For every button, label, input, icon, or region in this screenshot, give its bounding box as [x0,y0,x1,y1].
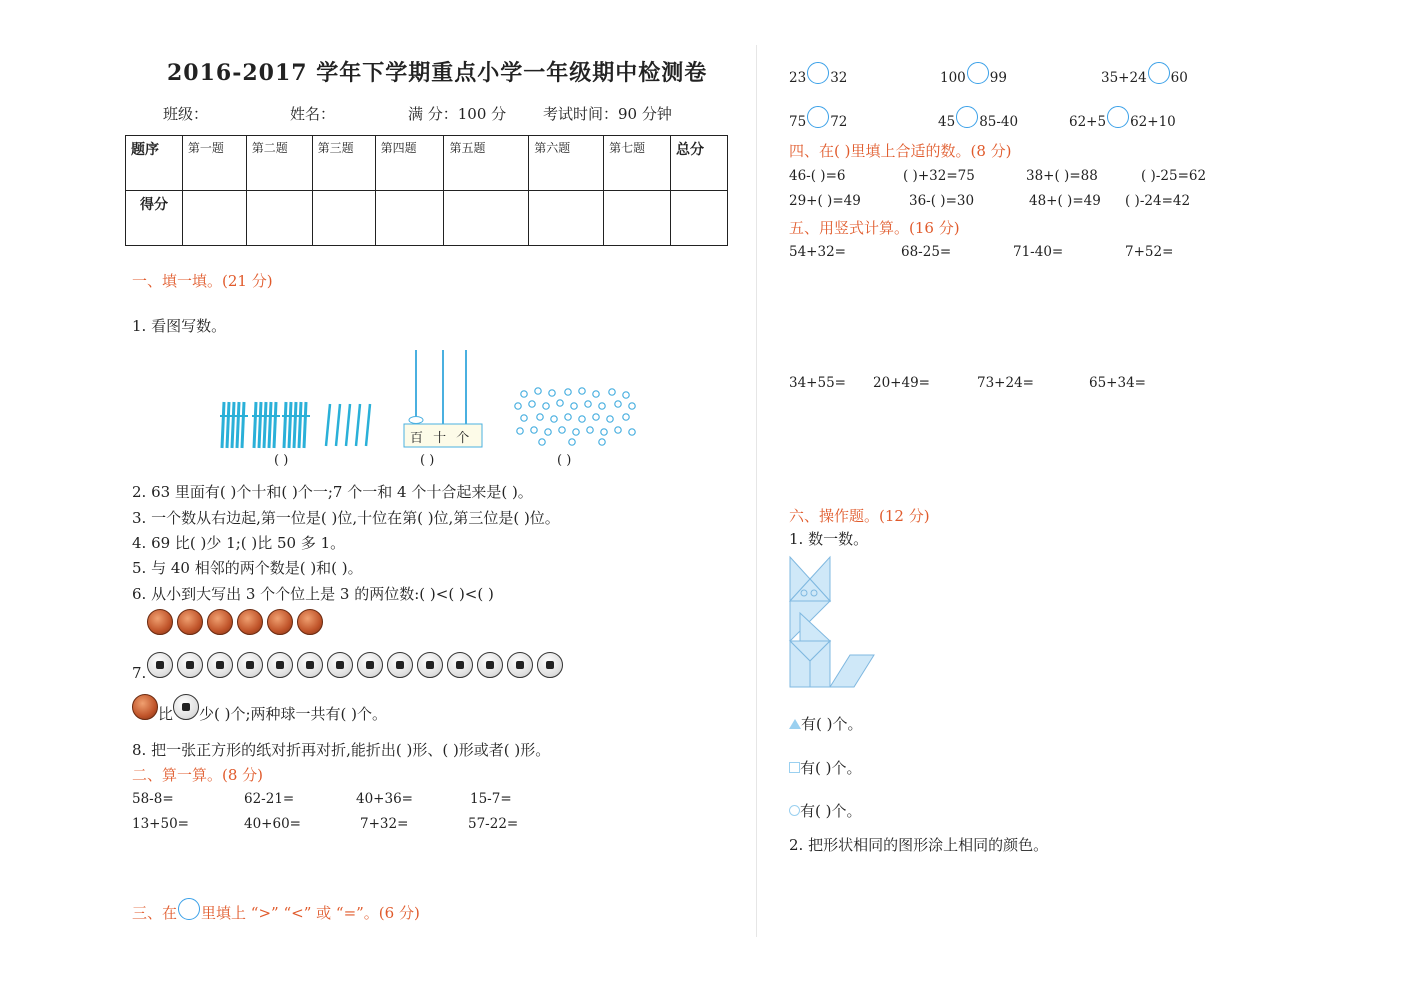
soccer-ball-icon [147,652,173,678]
fill-item: ( )+32=75 [903,168,975,184]
basketball-icon [297,609,323,635]
square-icon [789,762,800,773]
score-header-cell: 第四题 [375,136,444,191]
basketball-row [147,609,327,635]
soccer-ball-icon [173,694,199,720]
soccer-ball-icon [297,652,323,678]
question-1-4: 4. 69 比( )少 1;( )比 50 多 1。 [132,534,346,552]
calc-item: 62-21= [244,791,295,807]
score-header-cell: 第六题 [529,136,604,191]
score-header-cell: 第三题 [312,136,375,191]
compare-circle-icon[interactable] [956,106,978,128]
compare-left: 62+5 [1069,114,1107,130]
compare-circle-icon[interactable] [967,62,989,84]
section-3-heading [132,898,420,923]
tangram-cat-image [788,555,878,691]
score-header-cell: 第二题 [246,136,312,191]
question-1-7 [132,694,387,724]
question-1-5: 5. 与 40 相邻的两个数是( )和( )。 [132,559,363,577]
section-4-heading: 四、在( )里填上合适的数。(8 分) [789,142,1012,160]
compare-circle-icon[interactable] [807,106,829,128]
question-1-8: 8. 把一张正方形的纸对折再对折,能折出( )形、( )形或者( )形。 [132,741,551,759]
compare-circle-icon[interactable] [1148,62,1170,84]
exam-time-label: 考试时间：90 分钟 [543,105,672,123]
score-cell[interactable] [604,191,671,246]
question-1-1: 1. 看图写数。 [132,317,227,335]
calc-item: 58-8= [132,791,174,807]
compare-right: 60 [1170,70,1188,86]
question-1-7-number: 7. [132,664,147,682]
section-2-heading: 二、算一算。(8 分) [132,766,264,784]
question-1-6: 6. 从小到大写出 3 个个位上是 3 的两位数:( )<( )<( ) [132,585,494,603]
basketball-icon [132,694,158,720]
vertical-calc-item: 54+32= [789,244,846,260]
compare-circle-icon [178,898,200,920]
compare-item [938,106,1018,130]
score-header-cell: 总分 [671,136,728,191]
soccer-ball-icon [447,652,473,678]
calc-item: 57-22= [468,816,519,832]
calc-item: 15-7= [470,791,512,807]
compare-left: 100 [940,70,966,86]
soccer-ball-row [147,652,567,678]
calc-item: 7+32= [360,816,409,832]
compare-left: 75 [789,114,807,130]
compare-right: 85-40 [979,114,1019,130]
soccer-ball-icon [477,652,503,678]
soccer-ball-icon [327,652,353,678]
soccer-ball-icon [507,652,533,678]
soccer-ball-icon [357,652,383,678]
soccer-ball-icon [177,652,203,678]
class-label: 班级： [163,105,209,123]
vertical-calc-item: 65+34= [1089,375,1146,391]
count-triangles-text: 有( )个。 [801,715,863,733]
score-cell[interactable] [312,191,375,246]
vertical-calc-item: 34+55= [789,375,846,391]
calc-item: 13+50= [132,816,189,832]
score-header-cell: 第一题 [182,136,246,191]
score-table [125,135,728,246]
basketball-icon [177,609,203,635]
count-circles-text: 有( )个。 [800,802,862,820]
column-divider [756,45,757,937]
question-6-2: 2. 把形状相同的图形涂上相同的颜色。 [789,836,1049,854]
score-cell[interactable] [671,191,728,246]
vertical-calc-item: 73+24= [977,375,1034,391]
compare-item [789,106,847,130]
section-3-heading-start: 三、在 [132,904,178,922]
score-row [126,191,728,246]
vertical-calc-item: 7+52= [1125,244,1174,260]
soccer-ball-icon [537,652,563,678]
soccer-ball-icon [237,652,263,678]
fill-item: 29+( )=49 [789,193,861,209]
vertical-calc-item: 68-25= [901,244,952,260]
fill-item: ( )-25=62 [1141,168,1207,184]
count-squares [789,757,861,778]
fill-item: 48+( )=49 [1029,193,1101,209]
calc-item: 40+36= [356,791,413,807]
fill-item: 36-( )=30 [909,193,975,209]
compare-item [789,62,847,86]
answer-blank-sticks[interactable]: ( ) [274,453,289,468]
score-cell[interactable] [529,191,604,246]
question-1-7-text: 少( )个;两种球一共有( )个。 [199,705,388,723]
fill-item: 38+( )=88 [1026,168,1098,184]
basketball-icon [237,609,263,635]
score-cell[interactable] [444,191,529,246]
score-cell[interactable] [246,191,312,246]
answer-blank-dots[interactable]: ( ) [557,453,572,468]
compare-left: 45 [938,114,956,130]
fill-item: 46-( )=6 [789,168,846,184]
score-cell[interactable] [375,191,444,246]
section-3-heading-end: 里填上 “>” “<” 或 “=”。(6 分) [201,904,420,922]
soccer-ball-icon [417,652,443,678]
question-6-1: 1. 数一数。 [789,530,869,548]
soccer-ball-icon [387,652,413,678]
basketball-icon [267,609,293,635]
score-header-cell: 第五题 [444,136,529,191]
compare-right: 72 [830,114,848,130]
abacus-place-labels: 百 十 个 [410,431,473,446]
basketball-icon [147,609,173,635]
name-label: 姓名： [290,105,336,123]
fill-item: ( )-24=42 [1125,193,1191,209]
compare-right: 99 [989,70,1007,86]
compare-item [1101,62,1188,86]
compare-circle-icon[interactable] [807,62,829,84]
count-triangles [789,713,862,734]
stick-bundles-image [218,398,378,450]
soccer-ball-icon [207,652,233,678]
vertical-calc-item: 71-40= [1013,244,1064,260]
dots-cluster-image [512,386,642,446]
question-1-7-compare: 比 [158,705,174,723]
compare-right: 32 [830,70,848,86]
compare-left: 23 [789,70,807,86]
section-6-heading: 六、操作题。(12 分) [789,507,930,525]
compare-item [940,62,1007,86]
answer-blank-abacus[interactable]: ( ) [420,453,435,468]
compare-circle-icon[interactable] [1107,106,1129,128]
circle-icon [789,805,800,816]
count-circles [789,800,861,821]
score-header-cell: 第七题 [604,136,671,191]
basketball-icon [207,609,233,635]
page-title: 2016-2017 学年下学期重点小学一年级期中检测卷 [167,60,708,86]
vertical-calc-item: 20+49= [873,375,930,391]
triangle-icon [789,719,801,729]
question-1-2: 2. 63 里面有( )个十和( )个一;7 个一和 4 个十合起来是( )。 [132,483,533,501]
score-header-row [126,136,728,191]
calc-item: 40+60= [244,816,301,832]
full-score-label: 满 分：100 分 [408,105,507,123]
compare-left: 35+24 [1101,70,1147,86]
score-row-label: 得分 [126,191,183,246]
count-squares-text: 有( )个。 [800,759,862,777]
compare-item [1069,106,1176,130]
score-header-cell: 题序 [126,136,183,191]
section-1-heading: 一、填一填。(21 分) [132,272,273,290]
section-5-heading: 五、用竖式计算。(16 分) [789,219,960,237]
score-cell[interactable] [182,191,246,246]
question-1-3: 3. 一个数从右边起,第一位是( )位,十位在第( )位,第三位是( )位。 [132,509,560,527]
soccer-ball-icon [267,652,293,678]
compare-right: 62+10 [1130,114,1176,130]
